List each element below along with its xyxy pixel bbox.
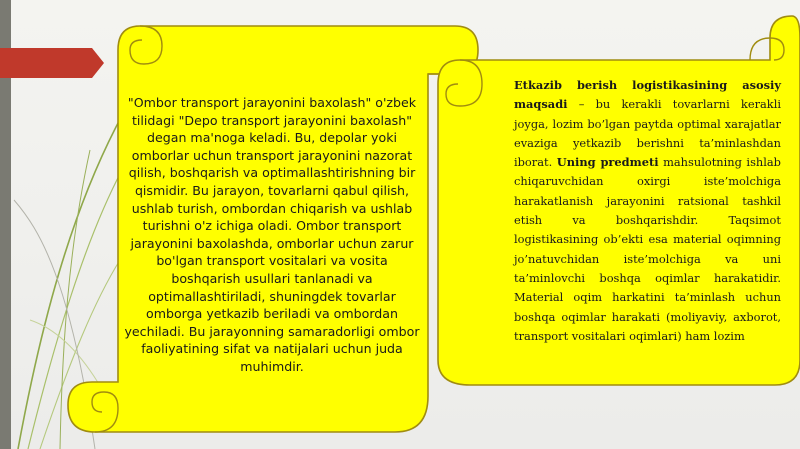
left-scroll-text: "Ombor transport jarayonini baxolash" o'zbek tilidagi "Depo transport jarayonini baxolash" degan ma'noga keladi. Bu, depolar yoki omborlar uchun transport jarayonini nazorat qilish, boshqarish va optimallashtirishning bir qismidir. Bu jarayon, tovarlarni qabul qilish, ushlab turish, ombordan chiqarish va ushlab turishni o'z ichiga oladi. Ombor transport jarayonini baxolashda, omborlar uchun zarur bo'lgan transport vositalari va vosita boshqarish usullari tanlanadi va optimallashtiriladi, shuningdek tovarlar omborga yetkazib beriladi va ombordan yechiladi. Bu jarayonning samaradorligi ombor faoliyatining sifat va natijalari uchun juda muhimdir. <box>124 95 420 374</box>
right-text-part1: – bu kerakli tovarlarni kerakli joyga, lozim bo’lgan paytda optimal xarajatlar evaziga yetkazib berishni ta’minlashdan iborat. <box>514 97 781 170</box>
right-scroll-text <box>514 76 781 376</box>
right-text-part2: mahsulotning ishlab chiqaruvchidan oxirgi iste’molchiga harakatlanish jarayonini ratsional tashkil etish va boshqarishdir. Taqsimot logistikasining ob’ekti esa material oqimning jo’natuvchidan iste’molchiga va uni ta’minlovchi boshqa oqimlar harakatidir. Material oqim harkatini ta’minlash uchun boshqa oqimlar harakati (moliyaviy, axborot, transport vositalari oqimlari) ham lozim <box>514 155 781 343</box>
right-bold-heading: Etkazib berish logistikasining asosiy maqsadi <box>514 78 781 112</box>
right-bold-subject: Uning predmeti <box>556 155 659 170</box>
